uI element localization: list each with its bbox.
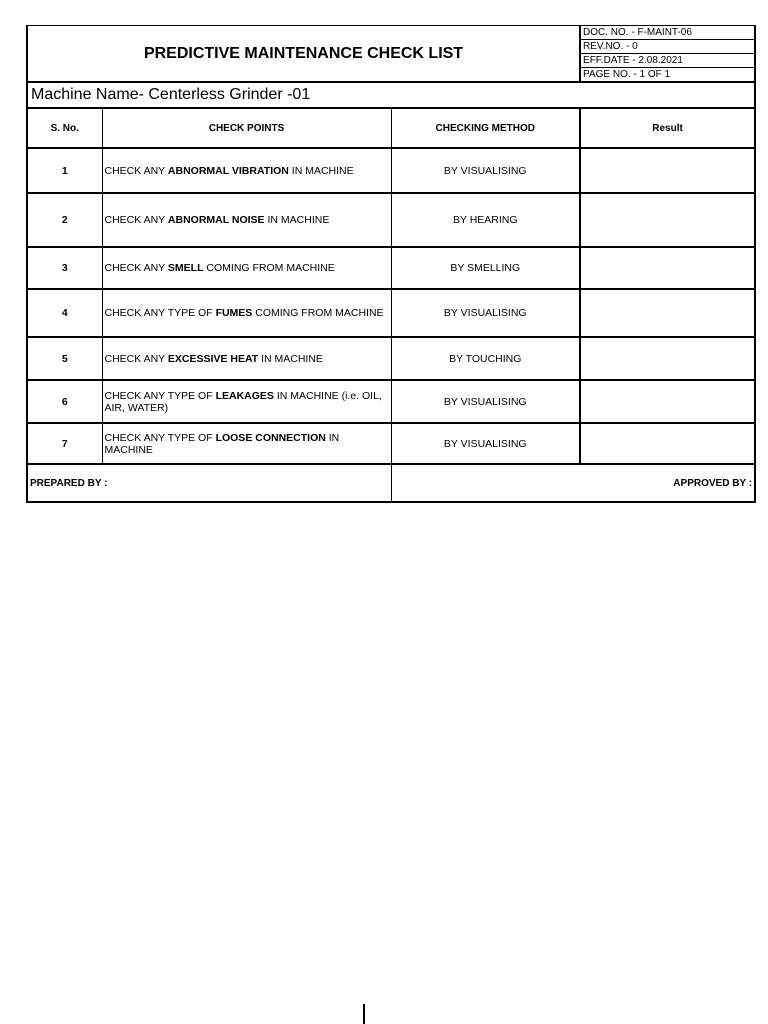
row-method: BY VISUALISING <box>391 423 580 464</box>
row-method: BY VISUALISING <box>391 289 580 337</box>
checklist-table <box>26 25 756 503</box>
doc-number: DOC. NO. - F-MAINT-06 <box>581 26 754 40</box>
row-check-point: CHECK ANY SMELL COMING FROM MACHINE <box>102 247 391 289</box>
approved-by-label: APPROVED BY : <box>391 464 755 502</box>
row-check-point: CHECK ANY TYPE OF LOOSE CONNECTION IN MACHINE <box>102 423 391 464</box>
text-cursor-mark <box>363 1004 365 1024</box>
row-check-point: CHECK ANY EXCESSIVE HEAT IN MACHINE <box>102 337 391 380</box>
row-method: BY HEARING <box>391 193 580 247</box>
row-check-point: CHECK ANY TYPE OF FUMES COMING FROM MACHINE <box>102 289 391 337</box>
row-sno: 5 <box>27 337 102 380</box>
column-header-result: Result <box>580 108 755 148</box>
page-number: PAGE NO. - 1 OF 1 <box>583 69 671 80</box>
table-row <box>27 337 755 380</box>
row-result-cell[interactable] <box>580 193 755 247</box>
prepared-by-label: PREPARED BY : <box>27 464 391 502</box>
row-result-cell[interactable] <box>580 423 755 464</box>
table-row <box>27 247 755 289</box>
row-result-cell[interactable] <box>580 289 755 337</box>
row-method: BY SMELLING <box>391 247 580 289</box>
row-sno: 2 <box>27 193 102 247</box>
effective-date: EFF.DATE - 2.08.2021 <box>581 54 754 68</box>
table-row <box>27 193 755 247</box>
row-sno: 1 <box>27 148 102 193</box>
revision-number: REV.NO. - 0 <box>581 40 754 54</box>
machine-name: Machine Name- Centerless Grinder -01 <box>27 82 755 108</box>
table-row <box>27 423 755 464</box>
row-check-point: CHECK ANY TYPE OF LEAKAGES IN MACHINE (i.e. OIL, AIR, WATER) <box>102 380 391 423</box>
header-row <box>27 26 755 83</box>
table-row <box>27 289 755 337</box>
row-check-point: CHECK ANY ABNORMAL NOISE IN MACHINE <box>102 193 391 247</box>
column-header-method: CHECKING METHOD <box>391 108 580 148</box>
row-method: BY VISUALISING <box>391 380 580 423</box>
row-sno: 3 <box>27 247 102 289</box>
row-result-cell[interactable] <box>580 148 755 193</box>
row-result-cell[interactable] <box>580 247 755 289</box>
row-result-cell[interactable] <box>580 337 755 380</box>
row-sno: 6 <box>27 380 102 423</box>
table-row <box>27 148 755 193</box>
table-row <box>27 380 755 423</box>
row-sno: 7 <box>27 423 102 464</box>
document-title: PREDICTIVE MAINTENANCE CHECK LIST <box>27 26 580 83</box>
document-meta <box>580 26 755 83</box>
row-result-cell[interactable] <box>580 380 755 423</box>
row-method: BY VISUALISING <box>391 148 580 193</box>
row-sno: 4 <box>27 289 102 337</box>
column-header-check-points: CHECK POINTS <box>102 108 391 148</box>
machine-name-row <box>27 82 755 108</box>
checklist-sheet <box>26 25 754 503</box>
column-header-sno: S. No. <box>27 108 102 148</box>
row-method: BY TOUCHING <box>391 337 580 380</box>
signature-row <box>27 464 755 502</box>
column-header-row <box>27 108 755 148</box>
row-check-point: CHECK ANY ABNORMAL VIBRATION IN MACHINE <box>102 148 391 193</box>
